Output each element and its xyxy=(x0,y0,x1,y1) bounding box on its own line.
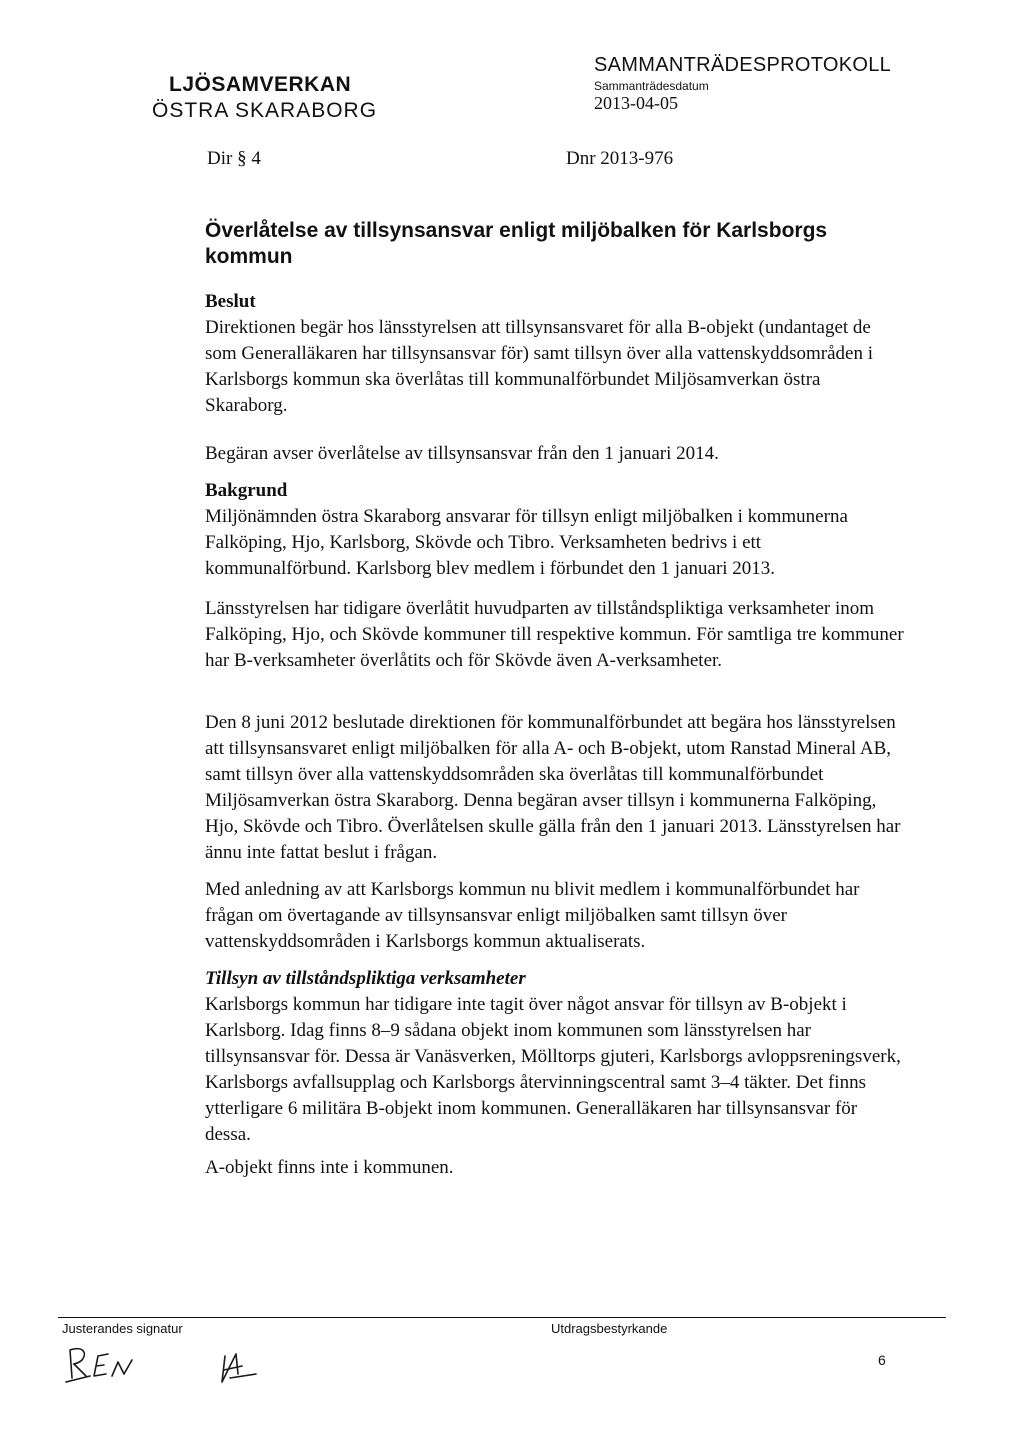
paragraph-reference: Dir § 4 xyxy=(207,148,261,169)
background-section xyxy=(205,478,905,582)
background-paragraph-3: Den 8 juni 2012 beslutade direktionen för kommunalförbundet att begära hos länsstyrelsen att tillsynsansvaret enligt miljöbalken för alla A- och B-objekt, utom Ranstad Mineral AB, samt tillsyn över alla vattenskyddsområden ska överlåtas till kommunalförbundet Miljösamverkan östra Skaraborg. Denna begäran avser tillsyn i kommunerna Falköping, Hjo, Skövde och Tibro. Överlåtelsen skulle gälla från den 1 januari 2013. Länsstyrelsen har ännu inte fattat beslut i frågan. xyxy=(205,712,901,863)
background-heading: Bakgrund xyxy=(205,480,288,501)
meeting-date-label: Sammanträdesdatum xyxy=(594,79,709,93)
supervision-heading: Tillsyn av tillståndspliktiga verksamheter xyxy=(205,968,526,989)
decision-scope xyxy=(205,441,905,467)
background-paragraph-1: Miljönämnden östra Skaraborg ansvarar för tillsyn enligt miljöbalken i kommunerna Falköping, Hjo, Karlsborg, Skövde och Tibro. Verksamheten bedrivs i ett kommunalförbund. Karlsborg blev medlem i förbundet den 1 januari 2013. xyxy=(205,506,848,579)
background-paragraph-4: Med anledning av att Karlsborgs kommun nu blivit medlem i kommunalförbundet har frågan om övertagande av tillsynsansvar enligt miljöbalken samt tillsyn över vattenskyddsområden i Karlsborgs kommun aktualiserats. xyxy=(205,879,860,952)
decision-text: Direktionen begär hos länsstyrelsen att tillsynsansvaret för alla B-objekt (undantaget de som Generalläkaren har tillsynsansvar för) samt tillsyn över alla vattenskyddsområden i Karlsborgs kommun ska överlåtas till kommunalförbundet Miljösamverkan östra Skaraborg. xyxy=(205,317,873,416)
decision-scope-text: Begäran avser överlåtelse av tillsynsansvar från den 1 januari 2014. xyxy=(205,443,719,464)
background-block-2 xyxy=(205,596,905,674)
organisation-subname: ÖSTRA SKARABORG xyxy=(152,99,378,122)
supervision-paragraph-2: A-objekt finns inte i kommunen. xyxy=(205,1157,454,1178)
organisation-name: LJÖSAMVERKAN xyxy=(169,73,352,96)
handwritten-signatures xyxy=(60,1338,280,1398)
background-block-3 xyxy=(205,710,905,866)
case-number: Dnr 2013-976 xyxy=(566,148,674,169)
supervision-section xyxy=(205,966,905,1148)
supervision-paragraph-1: Karlsborgs kommun har tidigare inte tagit över något ansvar för tillsyn av B-objekt i Karlsborg. Idag finns 8–9 sådana objekt inom kommunen som länsstyrelsen har tillsynsansvar för. Dessa är Vanäsverken, Mölltorps gjuteri, Karlsborgs avloppsreningsverk, Karlsborgs avfallsupplag och Karlsborgs återvinningscentral samt 3–4 täkter. Det finns ytterligare 6 militära B-objekt inom kommunen. Generalläkaren har tillsynsansvar för dessa. xyxy=(205,994,901,1145)
background-block-4 xyxy=(205,877,905,955)
signature-divider xyxy=(58,1317,946,1318)
document-title: Överlåtelse av tillsynsansvar enligt miljöbalken för Karlsborgs kommun xyxy=(205,219,828,268)
meeting-date: 2013-04-05 xyxy=(594,93,678,113)
extract-certification-label: Utdragsbestyrkande xyxy=(551,1321,668,1336)
decision-section xyxy=(205,289,905,419)
signature-label: Justerandes signatur xyxy=(62,1321,183,1336)
protocol-title: SAMMANTRÄDESPROTOKOLL xyxy=(594,54,892,76)
supervision-block-2 xyxy=(205,1155,905,1181)
decision-heading: Beslut xyxy=(205,291,256,312)
page-number: 6 xyxy=(878,1352,886,1368)
background-paragraph-2: Länsstyrelsen har tidigare överlåtit huvudparten av tillståndspliktiga verksamheter inom Falköping, Hjo, och Skövde kommuner till respektive kommun. För samtliga tre kommuner har B-verksamheter överlåtits och för Skövde även A-verksamheter. xyxy=(205,598,904,671)
